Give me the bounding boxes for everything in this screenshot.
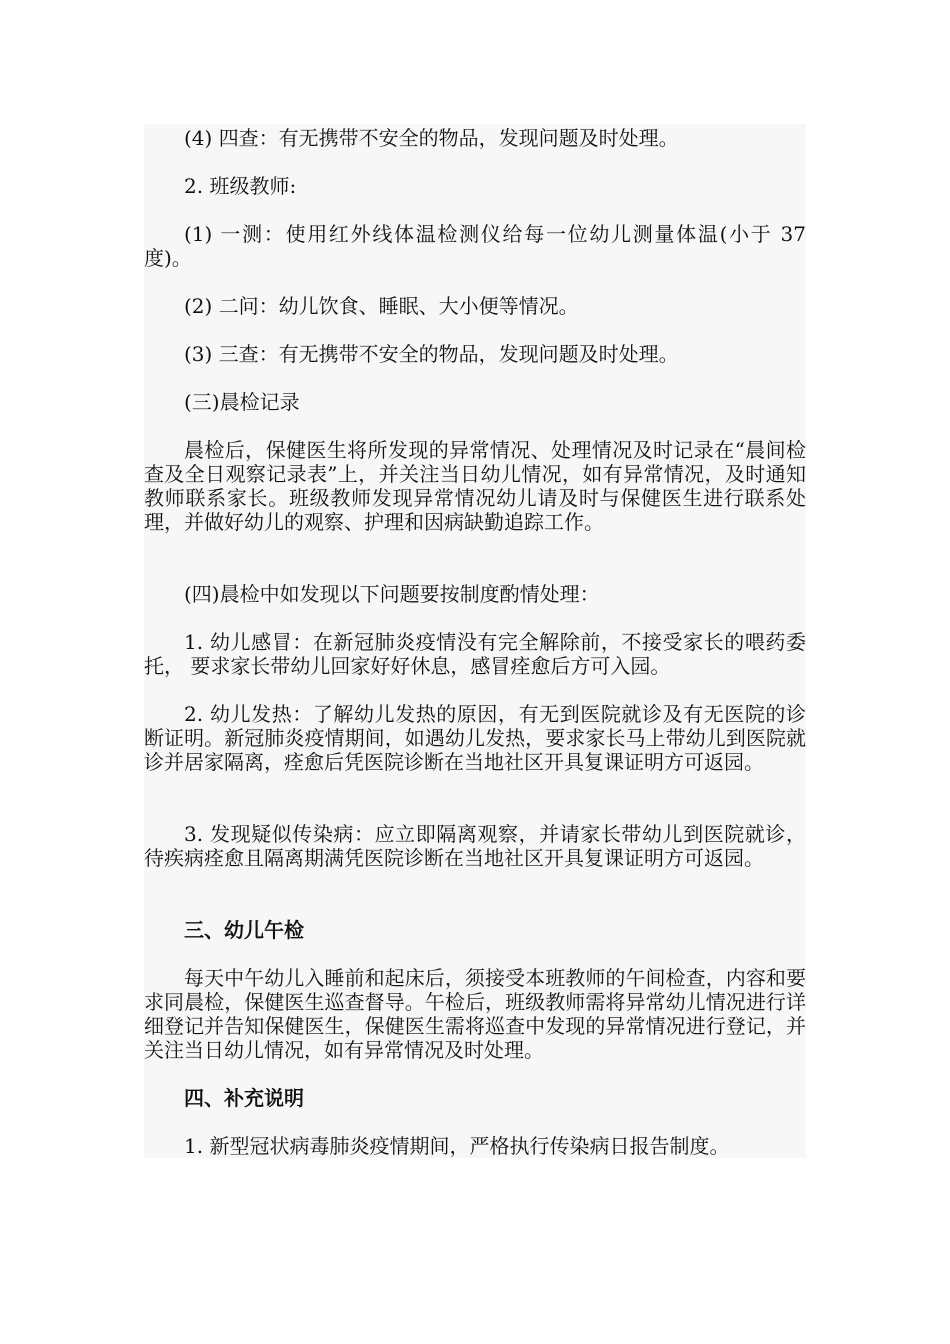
paragraph-morning-record: 晨检后，保健医生将所发现的异常情况、处理情况及时记录在“晨间检查及全日观察记录表”上，并关注当日幼儿情况，如有异常情况，及时通知教师联系家长。班级教师发现异常情况幼儿请及时与保健医生进行联系处理，并做好幼儿的观察、护理和因病缺勤追踪工作。 [144, 438, 806, 534]
paragraph-check-items: (3) 三查：有无携带不安全的物品，发现问题及时处理。 [184, 342, 679, 366]
heading-noon-check: 三、幼儿午检 [184, 918, 304, 942]
paragraph-ask-condition: (2) 二问：幼儿饮食、睡眠、大小便等情况。 [184, 294, 579, 318]
paragraph-check-four: (4) 四查：有无携带不安全的物品，发现问题及时处理。 [184, 126, 679, 150]
section-heading-morning-record: (三)晨检记录 [184, 390, 300, 414]
paragraph-daily-report: 1. 新型冠状病毒肺炎疫情期间，严格执行传染病日报告制度。 [184, 1134, 730, 1158]
section-heading-handling: (四)晨检中如发现以下问题要按制度酌情处理： [184, 582, 600, 606]
paragraph-cold: 1. 幼儿感冒：在新冠肺炎疫情没有完全解除前，不接受家长的喂药委托， 要求家长带幼儿回家好好休息，感冒痊愈后方可入园。 [144, 630, 806, 678]
paragraph-measure-temperature: (1) 一测：使用红外线体温检测仪给每一位幼儿测量体温(小于 37 度)。 [144, 222, 806, 270]
heading-supplementary: 四、补充说明 [184, 1086, 304, 1110]
paragraph-noon-check: 每天中午幼儿入睡前和起床后，须接受本班教师的午间检查，内容和要求同晨检，保健医生巡查督导。午检后，班级教师需将异常幼儿情况进行详细登记并告知保健医生，保健医生需将巡查中发现的异常情况进行登记，并关注当日幼儿情况，如有异常情况及时处理。 [144, 966, 806, 1062]
paragraph-infectious-disease: 3. 发现疑似传染病：应立即隔离观察，并请家长带幼儿到医院就诊，待疾病痊愈且隔离期满凭医院诊断在当地社区开具复课证明方可返园。 [144, 822, 806, 870]
paragraph-fever: 2. 幼儿发热：了解幼儿发热的原因，有无到医院就诊及有无医院的诊断证明。新冠肺炎疫情期间，如遇幼儿发热，要求家长马上带幼儿到医院就诊并居家隔离，痊愈后凭医院诊断在当地社区开具复课证明方可返园。 [144, 702, 806, 774]
paragraph-class-teacher-heading: 2. 班级教师: [184, 174, 297, 198]
